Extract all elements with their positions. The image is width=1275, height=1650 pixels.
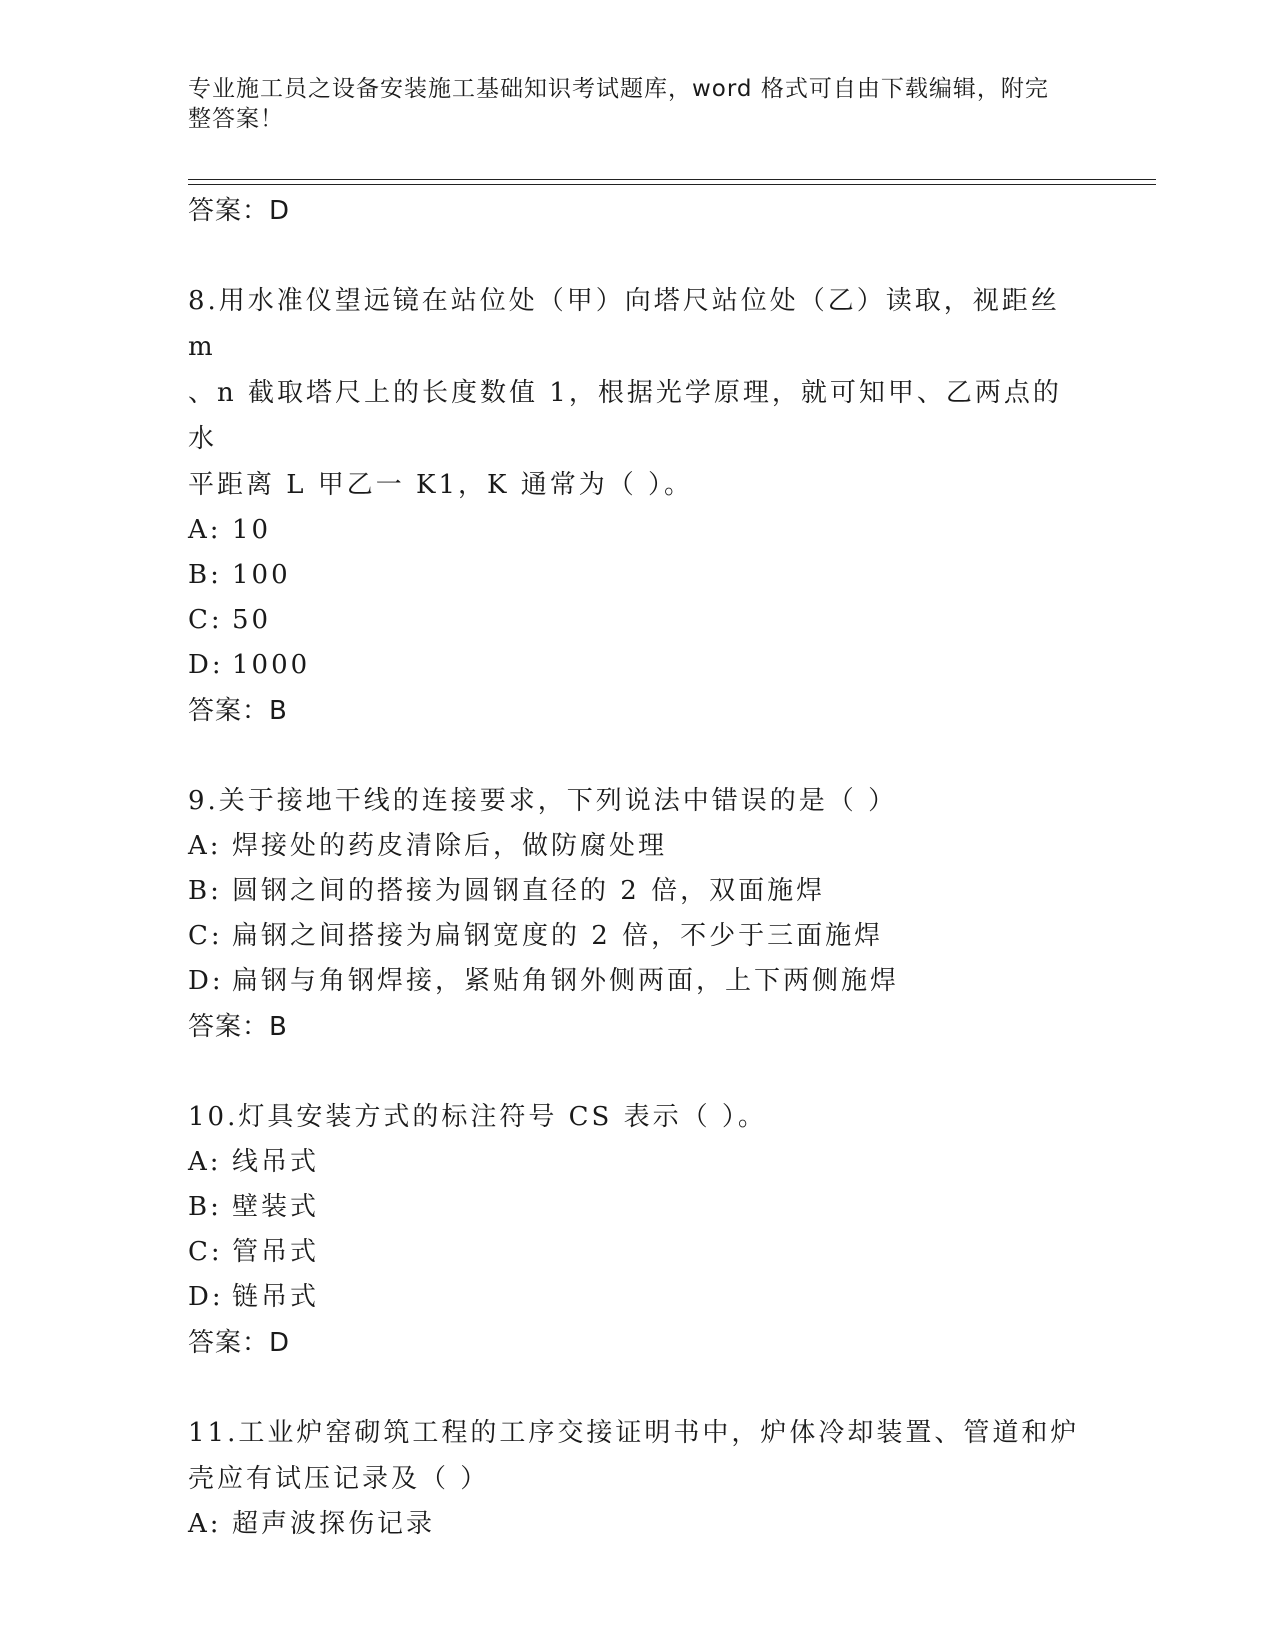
document-body — [188, 188, 1088, 1547]
header-rule-top — [188, 179, 1156, 180]
header-line-2: 整答案！ — [188, 106, 284, 132]
option-text: 焊接处的药皮清除后，做防腐处理 — [232, 831, 668, 861]
question-text — [188, 1410, 1088, 1502]
option-letter: B: — [188, 560, 222, 590]
question-10 — [188, 1094, 1088, 1366]
option-text: 链吊式 — [232, 1282, 320, 1312]
option-letter: A: — [188, 515, 222, 545]
answer-label: 答案：D — [188, 1328, 291, 1358]
option-letter: D: — [188, 966, 224, 996]
option-letter: B: — [188, 876, 222, 906]
option-c — [188, 914, 1088, 959]
question-line: 、n 截取塔尺上的长度数值 1，根据光学原理，就可知甲、乙两点的水 — [188, 378, 1062, 454]
option-text: 壁装式 — [232, 1192, 320, 1222]
option-letter: C: — [188, 605, 223, 635]
question-text — [188, 1094, 1088, 1140]
option-b — [188, 869, 1088, 914]
answer-label: 答案：D — [188, 196, 291, 226]
option-b — [188, 553, 1088, 598]
option-letter: D: — [188, 650, 224, 680]
question-line: 10.灯具安装方式的标注符号 CS 表示（ ）。 — [188, 1102, 767, 1132]
header-line-1: 专业施工员之设备安装施工基础知识考试题库，word 格式可自由下载编辑，附完 — [188, 76, 1049, 102]
option-letter: A: — [188, 1509, 222, 1539]
option-letter: A: — [188, 831, 222, 861]
option-text: 100 — [232, 560, 291, 590]
answer-label: 答案：B — [188, 1012, 288, 1042]
option-d — [188, 643, 1088, 688]
option-text: 圆钢之间的搭接为圆钢直径的 2 倍，双面施焊 — [232, 876, 826, 906]
option-text: 1000 — [232, 650, 311, 680]
question-9 — [188, 778, 1088, 1050]
option-b — [188, 1185, 1088, 1230]
option-text: 线吊式 — [232, 1147, 320, 1177]
option-a — [188, 508, 1088, 553]
option-c — [188, 1230, 1088, 1275]
option-text: 超声波探伤记录 — [232, 1509, 436, 1539]
option-a — [188, 1502, 1088, 1547]
question-text — [188, 778, 1088, 824]
question-11 — [188, 1410, 1088, 1547]
option-letter: B: — [188, 1192, 222, 1222]
question-line: 平距离 L 甲乙一 K1，K 通常为（ ）。 — [188, 470, 693, 500]
header-rule-bottom — [188, 184, 1156, 185]
option-a — [188, 1140, 1088, 1185]
option-text: 扁钢之间搭接为扁钢宽度的 2 倍，不少于三面施焊 — [232, 921, 884, 951]
option-letter: D: — [188, 1282, 224, 1312]
question-text — [188, 278, 1088, 508]
question-8 — [188, 278, 1088, 734]
option-letter: A: — [188, 1147, 222, 1177]
question-line: 11.工业炉窑砌筑工程的工序交接证明书中，炉体冷却装置、管道和炉 — [188, 1418, 1080, 1448]
option-text: 10 — [232, 515, 272, 545]
option-text: 50 — [232, 605, 272, 635]
question-line: 壳应有试压记录及（ ） — [188, 1464, 490, 1494]
option-c — [188, 598, 1088, 643]
question-line: 9.关于接地干线的连接要求，下列说法中错误的是（ ） — [188, 786, 898, 816]
page-header — [188, 74, 1068, 134]
option-letter: C: — [188, 1237, 223, 1267]
question-line: 8.用水准仪望远镜在站位处（甲）向塔尺站位处（乙）读取，视距丝 m — [188, 286, 1060, 362]
option-text: 扁钢与角钢焊接，紧贴角钢外侧两面，上下两侧施焊 — [232, 966, 900, 996]
option-letter: C: — [188, 921, 223, 951]
answer-label: 答案：B — [188, 696, 288, 726]
option-d — [188, 1275, 1088, 1320]
option-d — [188, 959, 1088, 1004]
option-text: 管吊式 — [232, 1237, 320, 1267]
option-a — [188, 824, 1088, 869]
